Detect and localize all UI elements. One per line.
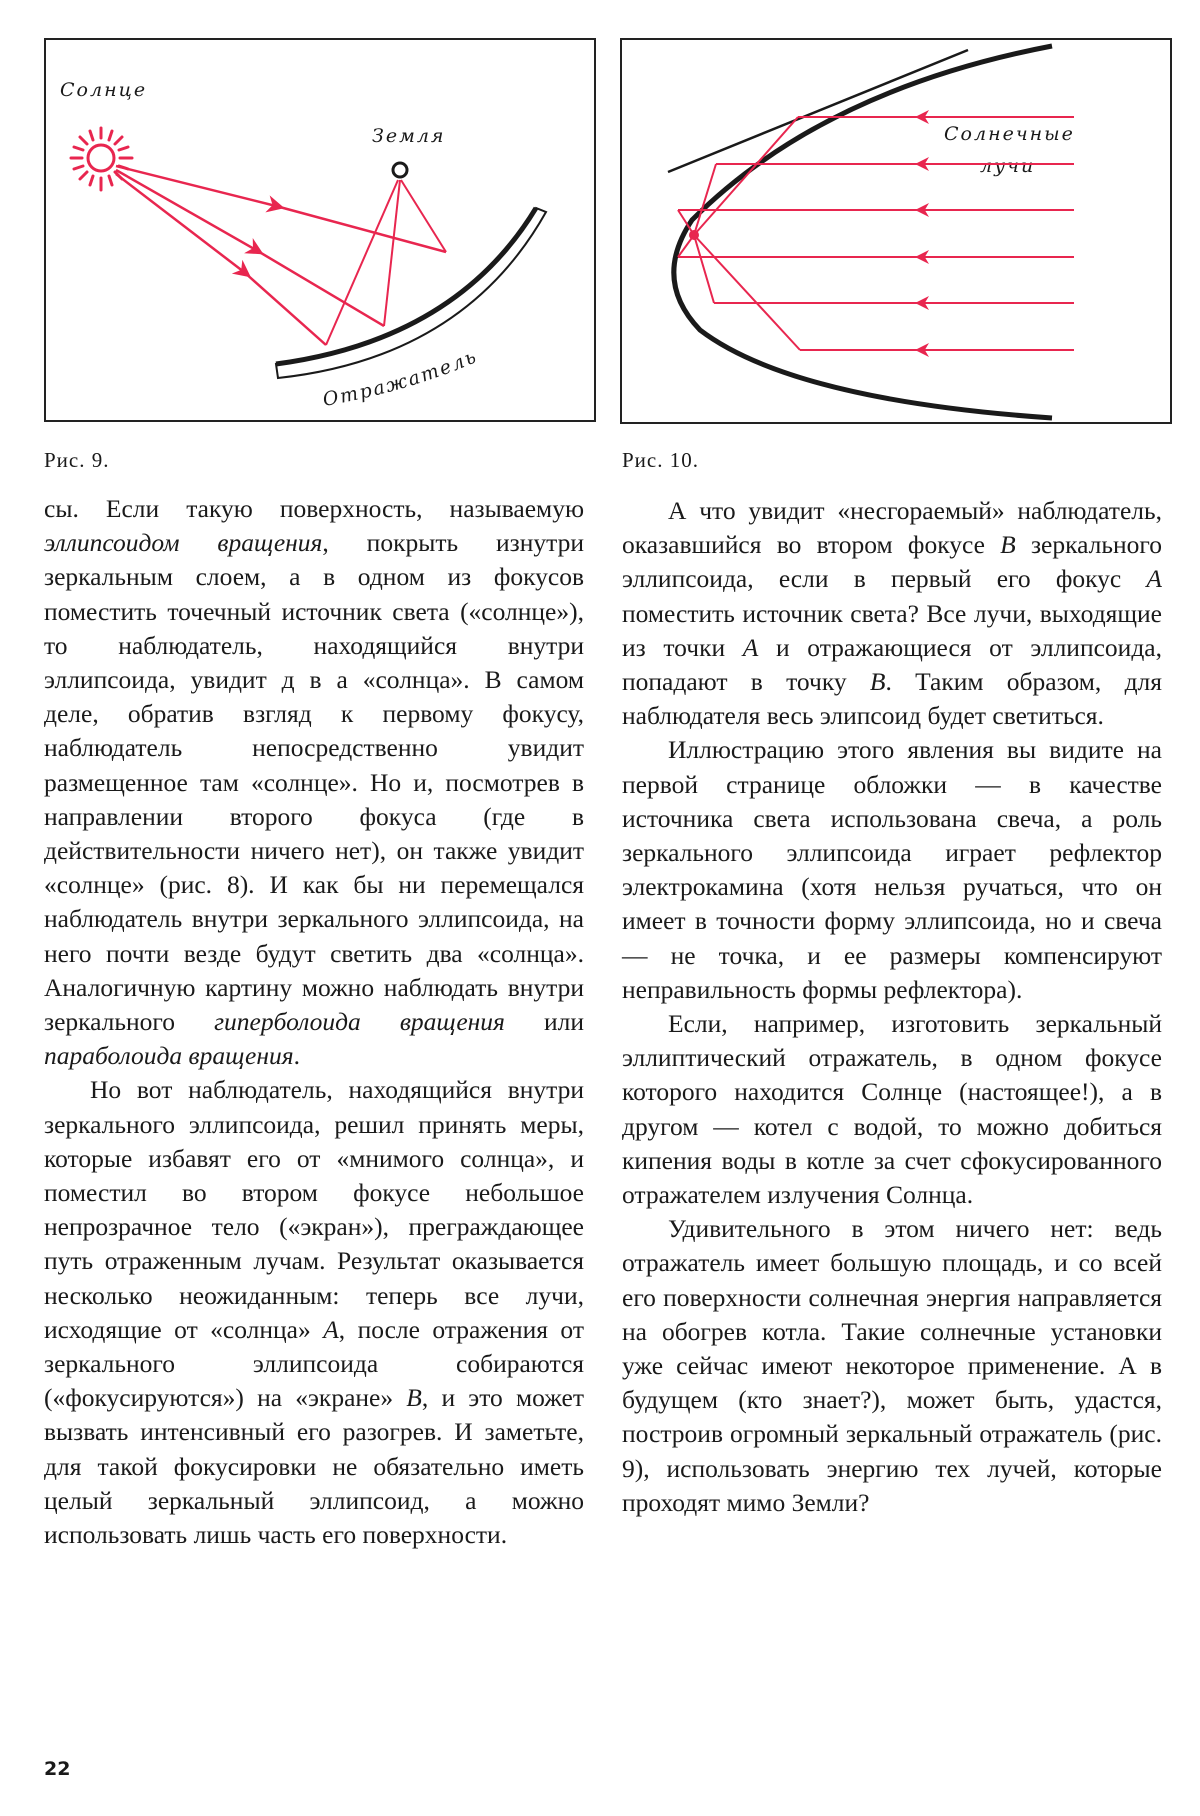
term-ellipsoid: эллипсоидом вращения bbox=[44, 528, 323, 558]
text-column-right bbox=[622, 494, 1162, 1520]
label-reflector: Отражатель bbox=[321, 345, 481, 411]
label-earth: Земля bbox=[372, 125, 446, 147]
figure-10-drawing bbox=[622, 40, 1170, 422]
paragraph: сы. Если такую поверхность, называемую эллипсоидом вращения, покрыть изнутри зеркальным слоем, а в одном из фокусов поместить точечный источник света («солнце»), то наблюдатель, находящийся внутри эллипсоида, увидит д в а «солнца». В самом деле, обратив взгляд к первому фокусу, наблюдатель непосредственно увидит размещенное там «солнце». Но и, посмотрев в направлении второго фокуса (где в действительности ничего нет), он также увидит «солнце» (рис. 8). И как бы ни перемещался наблюдатель внутри зеркального эллипсоида, на него почти везде будут светить два «солнца». Аналогичную картину можно наблюдать внутри зеркального гиперболоида вращения или параболоида вращения. bbox=[44, 494, 584, 1071]
paragraph: А что увидит «несгораемый» наблюдатель, оказавшийся во втором фокусе B зеркального эллипсоида, если в первый его фокус A поместить источник света? Все лучи, выходящие из точки A и отражающиеся от эллипсоида, попадают в точку B. Таким образом, для наблюдателя весь элипсоид будет светиться. bbox=[622, 496, 1162, 731]
tangent-line bbox=[668, 50, 968, 172]
sun-rays bbox=[116, 166, 446, 345]
term-paraboloid: параболоида вращения bbox=[44, 1041, 294, 1071]
figure-9-drawing bbox=[46, 40, 594, 420]
label-rays-line1: Солнечные bbox=[944, 123, 1075, 145]
figure-9-sun-earth-reflector bbox=[44, 38, 596, 422]
paragraph: Если, например, изготовить зеркальный эллиптический отражатель, в одном фокусе которого находится Солнце (настоящее!), а в другом — котел с водой, то можно добиться кипения воды в котле за счет сфокусированного отражателем излучения Солнца. bbox=[622, 1009, 1162, 1210]
label-rays-line2: лучи bbox=[980, 155, 1036, 177]
paragraph: Иллюстрацию этого явления вы видите на первой странице обложки — в качестве источника света использована свеча, а роль зеркального эллипсоида играет рефлектор электрокамина (хотя нельзя ручаться, что он имеет в точности форму эллипсоида, но и свеча — не точка, и ее размеры компенсируют неправильность формы рефлектора). bbox=[622, 735, 1162, 1004]
page-number: 22 bbox=[44, 1758, 71, 1780]
text-column-left bbox=[44, 492, 584, 1552]
figure-9-caption: Рис. 9. bbox=[44, 448, 110, 472]
figure-10-caption: Рис. 10. bbox=[622, 448, 699, 472]
term-hyperboloid: гиперболоида вращения bbox=[214, 1007, 505, 1037]
incoming-rays bbox=[678, 117, 1074, 350]
figure-10-parabolic-mirror bbox=[620, 38, 1172, 424]
paragraph: Но вот наблюдатель, находящийся внутри зеркального эллипсоида, решил принять меры, которые избавят его от «мнимого солнца», и поместил во втором фокусе небольшое непрозрачное тело («экран»), преграждающее путь отраженным лучам. Результат оказывается несколько неожиданным: теперь все лучи, исходящие от «солнца» A, после отражения от зеркального эллипсоида собираются («фокусируются») на «экране» B, и это может вызвать интенсивный его разогрев. И заметьте, для такой фокусировки не обязательно иметь целый зеркальный эллипсоид, а можно использовать лишь часть его поверхности. bbox=[44, 1075, 584, 1550]
label-sun: Солнце bbox=[60, 79, 148, 101]
reflector-mirror bbox=[276, 208, 546, 378]
earth-icon bbox=[393, 163, 407, 177]
parabola-mirror bbox=[674, 46, 1052, 418]
paragraph: Удивительного в этом ничего нет: ведь отражатель имеет большую площадь, и со всей его поверхности солнечная энергия направляется на обогрев котла. Такие солнечные установки уже сейчас имеют некоторое применение. А в будущем (кто знает?), может быть, удастся, построив огромный зеркальный отражатель (рис. 9), использовать энергию тех лучей, которые проходят мимо Земли? bbox=[622, 1214, 1162, 1517]
focus-point bbox=[689, 230, 699, 240]
